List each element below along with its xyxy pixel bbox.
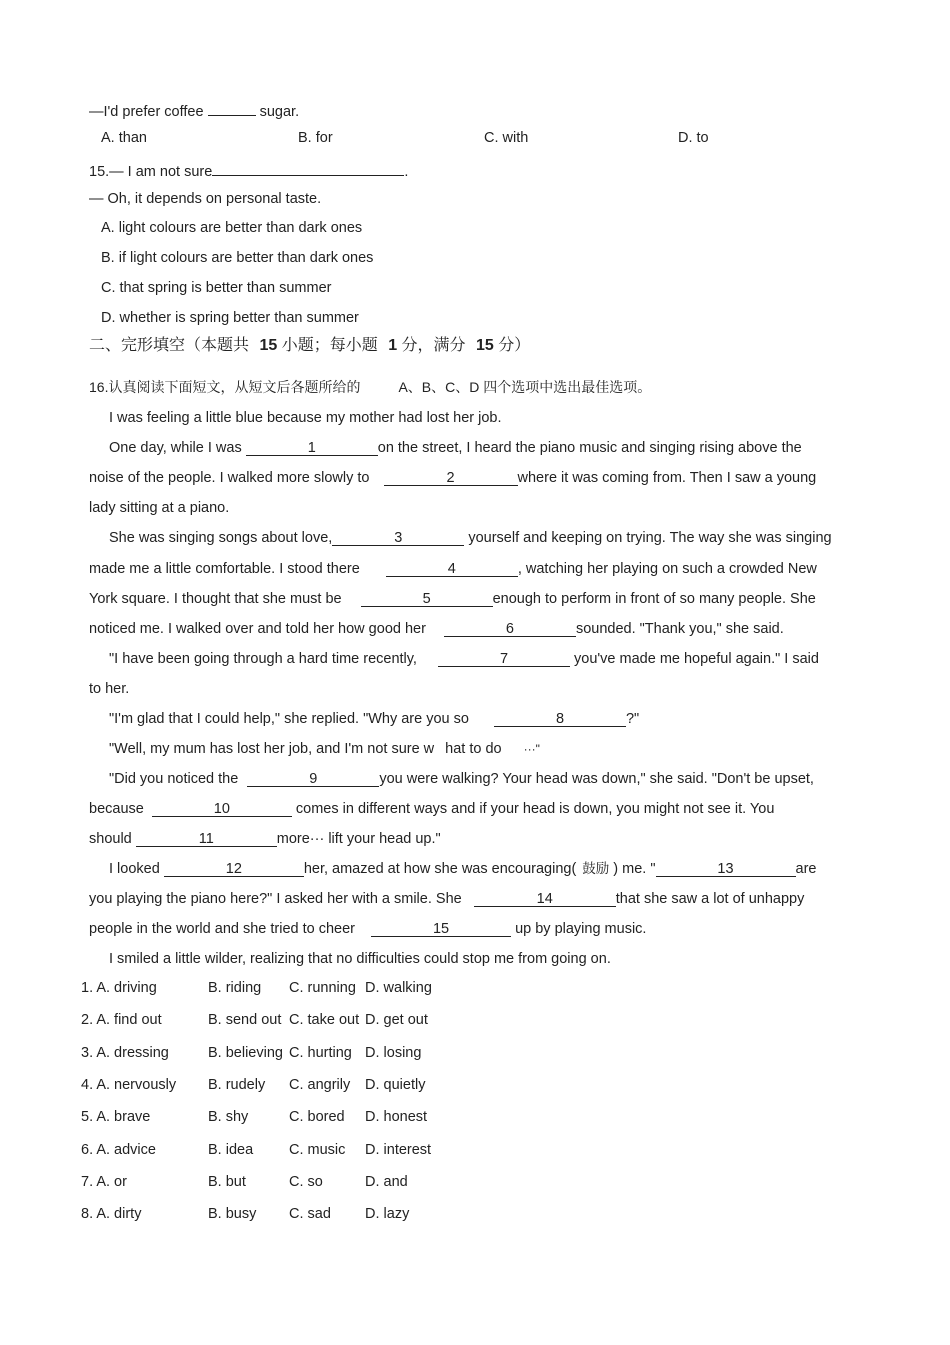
choice-7-a[interactable]: 7. A. or bbox=[81, 1174, 127, 1190]
q15-option-c[interactable]: C. that spring is better than summer bbox=[101, 280, 332, 296]
choice-5-d[interactable]: D. honest bbox=[365, 1109, 428, 1125]
q15-stem: 15.— I am not sure . bbox=[89, 160, 408, 181]
q14-blank[interactable] bbox=[208, 100, 256, 116]
q14-option-a[interactable]: A. than bbox=[101, 130, 147, 146]
cloze-blank-6[interactable]: 6 bbox=[444, 621, 576, 637]
q14-option-d[interactable]: D. to bbox=[678, 130, 709, 146]
q15-option-b[interactable]: B. if light colours are better than dark ones bbox=[101, 250, 374, 266]
section-heading: 二、完形填空（本题共 15 小题；每小题 1 分，满分 15 分） bbox=[89, 337, 531, 354]
q15-option-d[interactable]: D. whether is spring better than summer bbox=[101, 310, 359, 326]
passage-line-19: I smiled a little wilder, realizing that no difficulties could stop me from going on. bbox=[109, 951, 611, 967]
choice-4-c[interactable]: C. angrily bbox=[289, 1077, 351, 1093]
passage-line-9: "I have been going through a hard time recently, 7 you've made me hopeful again." I said bbox=[109, 651, 819, 667]
choice-5-b[interactable]: B. shy bbox=[208, 1109, 249, 1125]
choice-4-b[interactable]: B. rudely bbox=[208, 1077, 266, 1093]
cloze-blank-3[interactable]: 3 bbox=[332, 530, 464, 546]
passage-line-14: because 10 comes in different ways and if your head is down, you might not see it. You bbox=[89, 801, 775, 817]
choice-6-d[interactable]: D. interest bbox=[365, 1142, 432, 1158]
q15-option-a[interactable]: A. light colours are better than dark ones bbox=[101, 220, 363, 236]
q14-option-c[interactable]: C. with bbox=[484, 130, 529, 146]
choice-4-d[interactable]: D. quietly bbox=[365, 1077, 426, 1093]
passage-line-3: noise of the people. I walked more slowly to 2 where it was coming from. Then I saw a young bbox=[89, 470, 817, 486]
passage-line-10: to her. bbox=[89, 681, 130, 697]
passage-line-15: should 11 more··· lift your head up." bbox=[89, 831, 441, 847]
passage-line-16: I looked 12 her, amazed at how she was encouraging( 鼓励 ) me. " 13 are bbox=[109, 861, 817, 877]
q15-blank[interactable] bbox=[212, 160, 404, 176]
cloze-blank-8[interactable]: 8 bbox=[494, 711, 626, 727]
cloze-blank-15[interactable]: 15 bbox=[371, 921, 511, 937]
passage-line-12: "Well, my mum has lost her job, and I'm not sure w hat to do ···" bbox=[109, 741, 540, 757]
q14-stem: —I'd prefer coffee sugar. bbox=[89, 100, 299, 121]
passage-line-5: She was singing songs about love, 3 yourself and keeping on trying. The way she was singing bbox=[109, 530, 832, 546]
choice-8-a[interactable]: 8. A. dirty bbox=[81, 1206, 142, 1222]
choice-1-b[interactable]: B. riding bbox=[208, 980, 262, 996]
passage-line-17: you playing the piano here?" I asked her with a smile. She 14 that she saw a lot of unhappy bbox=[89, 891, 805, 907]
choice-2-a[interactable]: 2. A. find out bbox=[81, 1012, 162, 1028]
passage-line-6: made me a little comfortable. I stood there 4 , watching her playing on such a crowded New bbox=[89, 561, 817, 577]
q14-option-b[interactable]: B. for bbox=[298, 130, 333, 146]
cloze-blank-10[interactable]: 10 bbox=[152, 801, 292, 817]
choice-6-c[interactable]: C. music bbox=[289, 1142, 346, 1158]
choice-5-c[interactable]: C. bored bbox=[289, 1109, 345, 1125]
choice-8-d[interactable]: D. lazy bbox=[365, 1206, 410, 1222]
choice-3-b[interactable]: B. believing bbox=[208, 1045, 283, 1061]
cloze-blank-9[interactable]: 9 bbox=[247, 771, 379, 787]
cloze-blank-1[interactable]: 1 bbox=[246, 440, 378, 456]
passage-line-11: "I'm glad that I could help," she replied. "Why are you so 8 ?" bbox=[109, 711, 640, 727]
passage-line-1: I was feeling a little blue because my mother had lost her job. bbox=[109, 410, 502, 426]
choice-3-a[interactable]: 3. A. dressing bbox=[81, 1045, 169, 1061]
choice-8-b[interactable]: B. busy bbox=[208, 1206, 257, 1222]
cloze-blank-4[interactable]: 4 bbox=[386, 561, 518, 577]
choice-8-c[interactable]: C. sad bbox=[289, 1206, 331, 1222]
passage-line-7: York square. I thought that she must be 5 enough to perform in front of so many people. She bbox=[89, 591, 816, 607]
q15-reply: — Oh, it depends on personal taste. bbox=[89, 191, 322, 207]
q16-instruction: 16.认真阅读下面短文，从短文后各题所给的 A、B、C、D 四个选项中选出最佳选项。 bbox=[89, 379, 652, 395]
choice-2-c[interactable]: C. take out bbox=[289, 1012, 360, 1028]
choice-6-b[interactable]: B. idea bbox=[208, 1142, 254, 1158]
choice-5-a[interactable]: 5. A. brave bbox=[81, 1109, 151, 1125]
choice-7-b[interactable]: B. but bbox=[208, 1174, 246, 1190]
passage-line-13: "Did you noticed the 9 you were walking? Your head was down," she said. "Don't be upset, bbox=[109, 771, 814, 787]
choice-3-c[interactable]: C. hurting bbox=[289, 1045, 352, 1061]
choice-1-d[interactable]: D. walking bbox=[365, 980, 432, 996]
passage-line-8: noticed me. I walked over and told her how good her 6 sounded. "Thank you," she said. bbox=[89, 621, 784, 637]
cloze-blank-7[interactable]: 7 bbox=[438, 651, 570, 667]
choice-7-d[interactable]: D. and bbox=[365, 1174, 408, 1190]
passage-line-18: people in the world and she tried to cheer 15 up by playing music. bbox=[89, 921, 647, 937]
choice-2-b[interactable]: B. send out bbox=[208, 1012, 282, 1028]
cloze-blank-13[interactable]: 13 bbox=[656, 861, 796, 877]
choice-6-a[interactable]: 6. A. advice bbox=[81, 1142, 156, 1158]
choice-1-a[interactable]: 1. A. driving bbox=[81, 980, 157, 996]
choice-1-c[interactable]: C. running bbox=[289, 980, 356, 996]
passage-line-4: lady sitting at a piano. bbox=[89, 500, 230, 516]
cloze-blank-11[interactable]: 11 bbox=[136, 831, 277, 847]
cloze-blank-14[interactable]: 14 bbox=[474, 891, 616, 907]
choice-2-d[interactable]: D. get out bbox=[365, 1012, 428, 1028]
choice-7-c[interactable]: C. so bbox=[289, 1174, 323, 1190]
cloze-blank-5[interactable]: 5 bbox=[361, 591, 493, 607]
choice-4-a[interactable]: 4. A. nervously bbox=[81, 1077, 177, 1093]
cloze-blank-12[interactable]: 12 bbox=[164, 861, 304, 877]
choice-3-d[interactable]: D. losing bbox=[365, 1045, 422, 1061]
cloze-blank-2[interactable]: 2 bbox=[384, 470, 518, 486]
passage-line-2: One day, while I was 1 on the street, I heard the piano music and singing rising above the bbox=[109, 440, 802, 456]
